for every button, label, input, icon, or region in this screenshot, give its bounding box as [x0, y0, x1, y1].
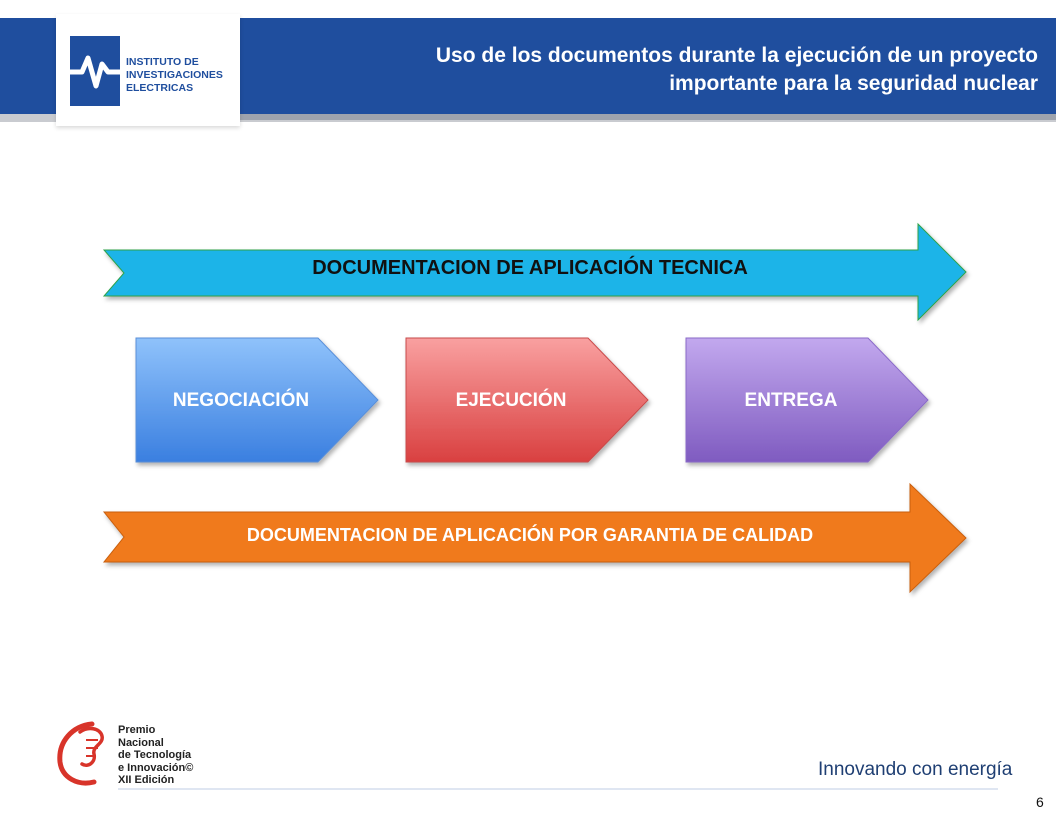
slogan: Innovando con energía: [818, 759, 1013, 780]
quality-assurance-documentation-label: DOCUMENTACION DE APLICACIÓN POR GARANTIA DE CALIDAD: [246, 525, 814, 545]
phase-execution-label: EJECUCIÓN: [455, 390, 567, 411]
award-line-3: de Tecnología: [118, 749, 192, 761]
award-line-1: Premio: [118, 724, 156, 736]
award-line-4: e Innovación©: [118, 761, 194, 774]
award-emblem-icon: [52, 716, 118, 788]
page-title-line-2: importante para la seguridad nuclear: [669, 72, 1038, 95]
page-title-line-1: Uso de los documentos durante la ejecución de un proyecto: [435, 44, 1038, 67]
phase-negotiation-label: NEGOCIACIÓN: [172, 390, 310, 411]
logo-line-3: ELECTRICAS: [126, 82, 194, 94]
footer-divider: [118, 788, 998, 790]
logo-line-1: INSTITUTO DE: [126, 56, 199, 68]
logo-line-2: INVESTIGACIONES: [126, 69, 223, 81]
technical-documentation-label: DOCUMENTACION DE APLICACIÓN TECNICA: [312, 257, 748, 279]
award-line-2: Nacional: [118, 736, 164, 749]
award-line-5: XII Edición: [118, 774, 175, 786]
phase-delivery-label: ENTREGA: [744, 390, 838, 411]
page-number: 6: [1036, 794, 1044, 810]
award-text: [118, 724, 193, 787]
